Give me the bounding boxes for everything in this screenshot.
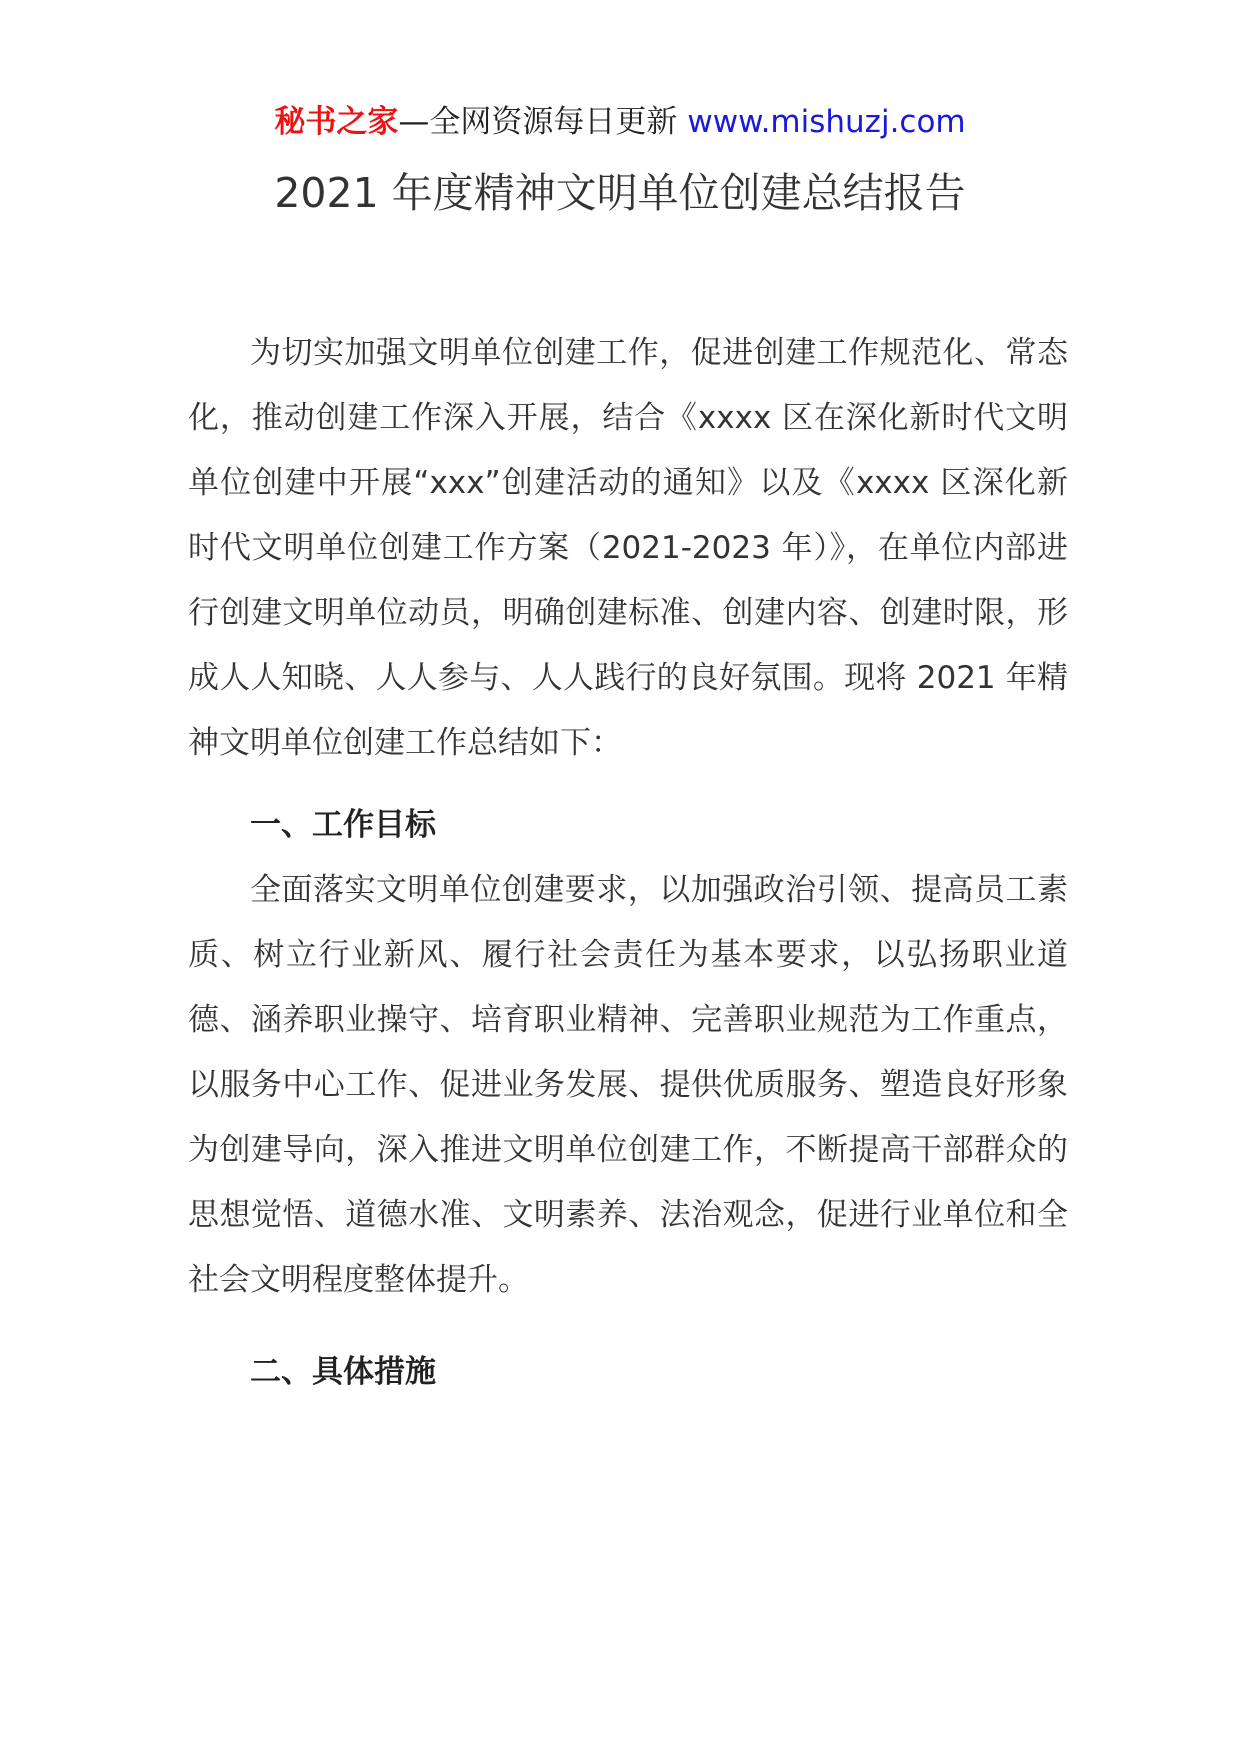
intro-paragraph: 为切实加强文明单位创建工作，促进创建工作规范化、常态化，推动创建工作深入开展，结合《xxxx 区在深化新时代文明单位创建中开展“xxx”创建活动的通知》以及《xxxx 区深化新时代文明单位创建工作方案（2021-2023 年）》，在单位内部进行创建文明单位动员，明确创建标准、创建内容、创建时限，形成人人知晓、人人参与、人人践行的良好氛围。现将 2021 年精神文明单位创建工作总结如下： — [188, 335, 1068, 761]
section-heading-goals: 一、工作目标 — [250, 807, 436, 843]
brand-name: 秘书之家 — [274, 104, 399, 140]
site-url-link[interactable]: www.mishuzj.com — [687, 104, 966, 140]
section-heading-measures: 二、具体措施 — [250, 1354, 436, 1390]
goals-paragraph: 全面落实文明单位创建要求，以加强政治引领、提高员工素质、树立行业新风、履行社会责任为基本要求，以弘扬职业道德、涵养职业操守、培育职业精神、完善职业规范为工作重点，以服务中心工作、促进业务发展、提供优质服务、塑造良好形象为创建导向，深入推进文明单位创建工作，不断提高干部群众的思想觉悟、道德水准、文明素养、法治观念，促进行业单位和全社会文明程度整体提升。 — [188, 872, 1068, 1298]
document-title: 2021 年度精神文明单位创建总结报告 — [274, 169, 966, 217]
document-body — [188, 321, 1068, 1405]
banner-slogan: —全网资源每日更新 — [398, 104, 678, 140]
site-banner — [0, 102, 1240, 142]
